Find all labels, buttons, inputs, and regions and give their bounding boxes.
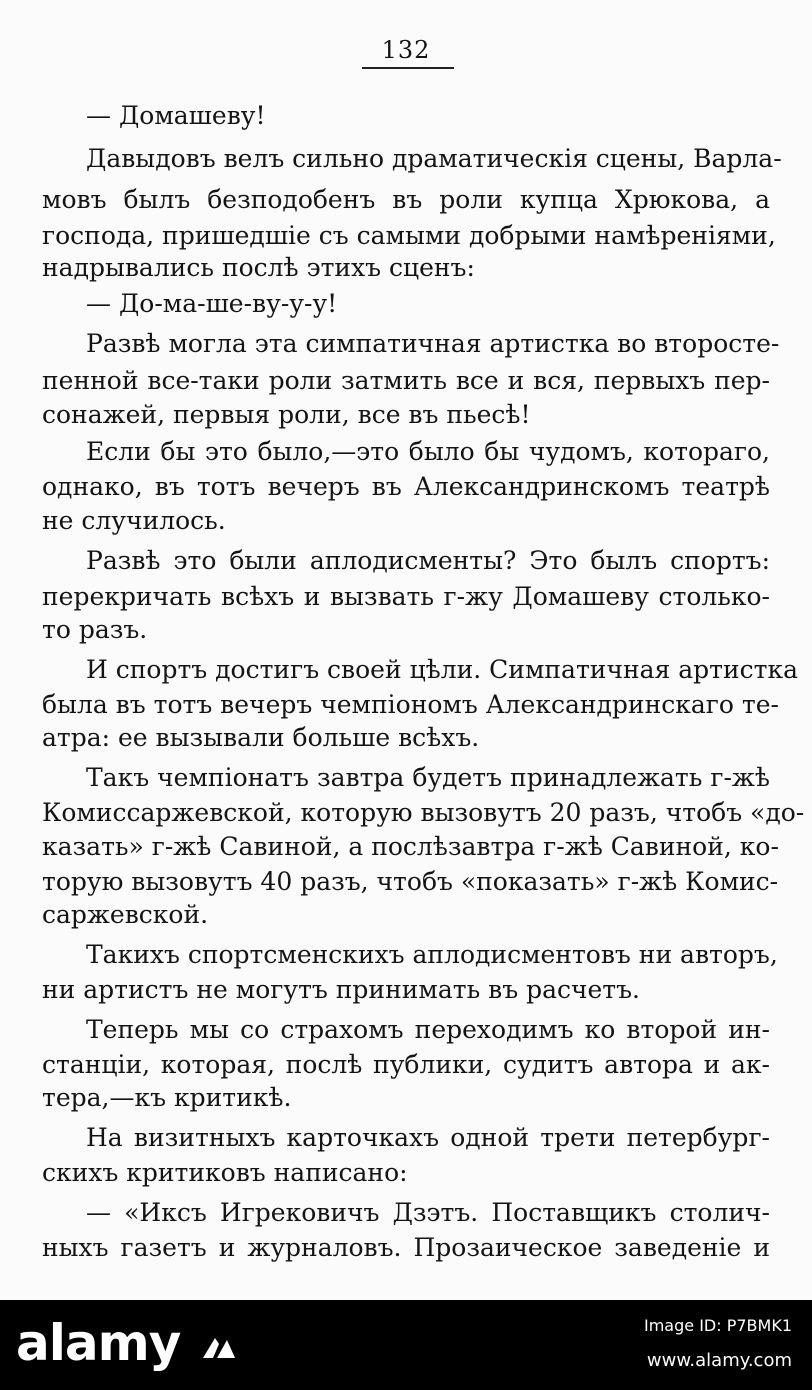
text-line: сонажей, первыя роли, все въ пьесѣ! xyxy=(42,400,531,429)
text-line: — До-ма-ше-ву-у-у! xyxy=(86,289,338,318)
text-line: казать» г-жѣ Савиной, а послѣзавтра г-жѣ Савиной, ко- xyxy=(42,832,779,861)
text-line: Теперь мы со страхомъ переходимъ ко второй ин- xyxy=(86,1015,770,1044)
text-line: станціи, которая, послѣ публики, судитъ автора и ак- xyxy=(42,1050,770,1079)
text-line: тера,—къ критикѣ. xyxy=(42,1083,292,1112)
text-line: Развѣ это были аплодисменты? Это былъ спортъ: xyxy=(86,546,770,575)
brand-logo xyxy=(16,1314,237,1372)
text-line: однако, въ тотъ вечеръ въ Александринскомъ театрѣ xyxy=(42,472,770,501)
text-line: Такихъ спортсменскихъ аплодисментовъ ни авторъ, xyxy=(86,940,778,969)
text-line: И спортъ достигъ своей цѣли. Симпатичная артистка xyxy=(86,655,799,684)
text-line: Давыдовъ велъ сильно драматическія сцены, Варла- xyxy=(86,144,782,173)
text-line: — Домашеву! xyxy=(86,101,266,130)
text-line: — «Иксъ Игрековичъ Дзэтъ. Поставщикъ столич- xyxy=(86,1198,770,1227)
page-number-rule xyxy=(362,67,454,69)
text-line: ныхъ газетъ и журналовъ. Прозаическое заведеніе и xyxy=(42,1233,770,1262)
text-line: ни артистъ не могутъ принимать въ расчетъ. xyxy=(42,975,640,1004)
logo-mark-icon xyxy=(201,1334,237,1360)
site-url: www.alamy.com xyxy=(646,1350,792,1371)
brand-name: alamy xyxy=(16,1314,181,1372)
text-line: Такъ чемпіонатъ завтра будетъ принадлежать г-жѣ xyxy=(86,763,770,792)
text-line: надрывались послѣ этихъ сценъ: xyxy=(42,253,475,282)
text-line: саржевской. xyxy=(42,900,209,929)
text-line: Комиссаржевской, которую вызовутъ 20 разъ, чтобъ «до- xyxy=(42,798,805,827)
text-line: На визитныхъ карточкахъ одной трети петербург- xyxy=(86,1123,770,1152)
image-id-label: Image ID: P7BMK1 xyxy=(644,1316,792,1335)
text-line: Если бы это было,—это было бы чудомъ, котораго, xyxy=(86,437,770,466)
page-number: 132 xyxy=(381,36,431,64)
watermark-banner xyxy=(0,1300,812,1390)
text-line: Развѣ могла эта симпатичная артистка во второсте- xyxy=(86,329,780,358)
text-line: пенной все-таки роли затмить все и вся, первыхъ пер- xyxy=(42,366,770,395)
text-line: атра: ее вызывали больше всѣхъ. xyxy=(42,723,480,752)
text-line: была въ тотъ вечеръ чемпіономъ Александринскаго те- xyxy=(42,690,779,719)
text-line: то разъ. xyxy=(42,615,148,644)
text-line: скихъ критиковъ написано: xyxy=(42,1158,408,1187)
text-line: мовъ былъ безподобенъ въ роли купца Хрюкова, а xyxy=(42,185,770,214)
text-line: господа, пришедшіе съ самыми добрыми намѣреніями, xyxy=(42,221,776,250)
text-line: перекричать всѣхъ и вызвать г-жу Домашеву столько- xyxy=(42,582,770,611)
text-line: не случилось. xyxy=(42,506,226,535)
text-line: торую вызовутъ 40 разъ, чтобъ «показать» г-жѣ Комис- xyxy=(42,867,779,896)
